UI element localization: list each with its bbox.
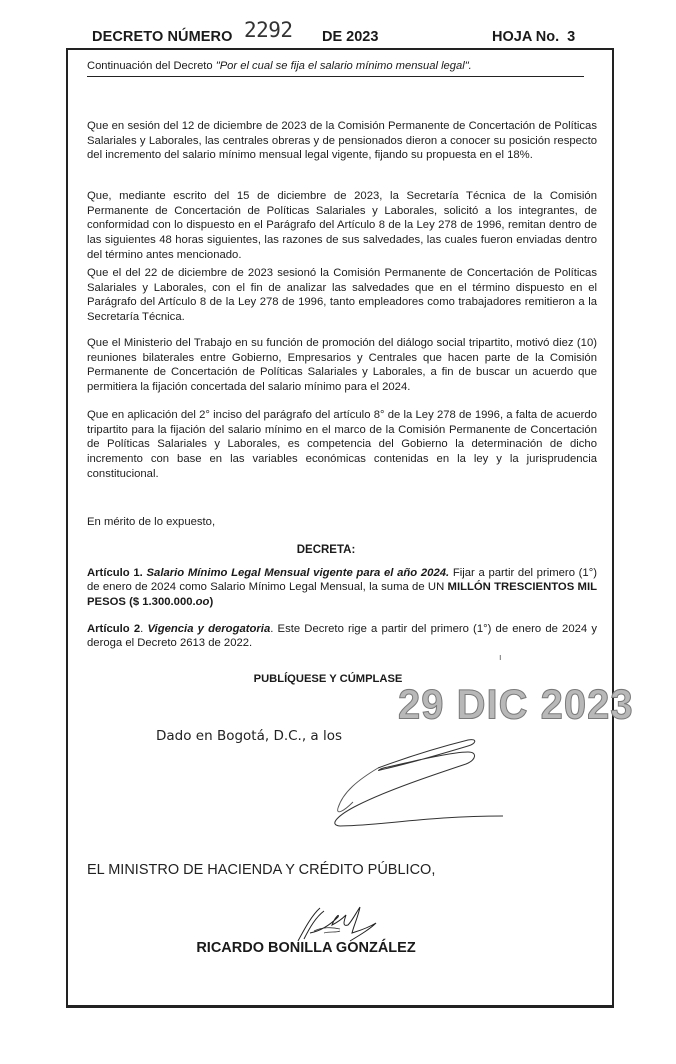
article-2-sep: .	[140, 623, 148, 635]
stray-mark: ı	[499, 652, 502, 662]
continuation-line	[87, 60, 584, 77]
article-1-text: Fijar a partir del primero (1°) de enero de 2024 como Salario Mínimo Legal Mensual, la suma de UN	[87, 567, 597, 594]
document-header	[0, 0, 676, 48]
merito-text: En mérito de lo expuesto,	[87, 516, 216, 528]
minister-name: RICARDO BONILLA GONZÁLEZ	[196, 940, 416, 956]
article-1-title: Salario Mínimo Legal Mensual vigente para el año 2024.	[146, 567, 450, 579]
decree-number: 2292	[244, 18, 293, 42]
continuation-title: "Por el cual se fija el salario mínimo mensual legal".	[215, 60, 472, 72]
decree-year: DE 2023	[322, 29, 379, 45]
article-1-amount-cents: oo	[195, 595, 210, 608]
page-number: 3	[567, 29, 576, 45]
considerando-4: Que el Ministerio del Trabajo en su función de promoción del diálogo social tripartito, motivó diez (10) reuniones bilaterales entre Gobierno, Empresarios y Centrales que hacen parte de la Comisión Permanente de Concertación de Políticas Salariales y Laborales, a fin de buscar un acuerdo que permitiera la fijación concertada del salario mínimo para el 2024.	[87, 337, 597, 394]
article-1-close: )	[209, 595, 214, 608]
article-2	[87, 622, 597, 651]
dado-en-text: Dado en Bogotá, D.C., a los	[156, 728, 343, 744]
article-2-text: . Este Decreto rige a partir del primero (1°) de enero de 2024 y deroga el Decreto 2613 de 2022.	[87, 623, 597, 650]
considerando-1: Que en sesión del 12 de diciembre de 2023 de la Comisión Permanente de Concertación de Políticas Salariales y Laborales, las centrales obreras y de pensionados dieron a conocer su posición respecto del incremento del salario mínimo mensual legal vigente, fijando su propuesta en el 18%.	[87, 120, 597, 162]
signature-president-icon	[318, 730, 508, 840]
decree-number-label: DECRETO NÚMERO	[92, 29, 233, 45]
article-1-amount: MILLÓN TRESCIENTOS MIL PESOS ($ 1.300.000.	[87, 581, 597, 608]
article-2-label: Artículo 2	[87, 623, 141, 635]
article-2-title: Vigencia y derogatoria	[147, 623, 271, 635]
considerando-3: Que el del 22 de diciembre de 2023 sesionó la Comisión Permanente de Concertación de Políticas Salariales y Laborales, con el fin de analizar las salvedades que en el término dispuesto en el Parágrafo del Artículo 8 de la Ley 278 de 1996, tanto empleadores como trabajadores remitieron a la Secretaría Técnica.	[87, 267, 597, 324]
considerando-2: Que, mediante escrito del 15 de diciembre de 2023, la Secretaría Técnica de la Comisión Permanente de Concertación de Políticas Salariales y Laborales, solicitó a los integrantes, de conformidad con lo dispuesto en el Parágrafo del Artículo 8 de la Ley 278 de 1996, remitan dentro de las siguientes 48 horas siguientes, las razones de sus salvedades, las cuales fueron enviadas dentro del término antes mencionado.	[87, 190, 597, 261]
continuation-prefix: Continuación del Decreto	[87, 60, 216, 72]
article-1-label: Artículo 1.	[87, 567, 143, 579]
minister-title: EL MINISTRO DE HACIENDA Y CRÉDITO PÚBLICO,	[87, 862, 436, 878]
publiquese-heading: PUBLÍQUESE Y CÚMPLASE	[253, 673, 403, 685]
date-stamp: 29 DIC 2023	[398, 681, 634, 729]
article-1	[87, 566, 597, 609]
considerando-5: Que en aplicación del 2° inciso del parágrafo del artículo 8° de la Ley 278 de 1996, a falta de acuerdo tripartito para la fijación del salario mínimo en el marco de la Comisión Permanente de Concertación de Políticas Salariales y Laborales, es competencia del Gobierno la determinación de dicho incremento con base en las variables económicas contenidas en la ley y la jurisprudencia constitucional.	[87, 409, 597, 480]
page-number-label	[492, 29, 575, 45]
decreta-heading: DECRETA:	[296, 544, 356, 556]
page-label: HOJA No.	[492, 29, 560, 45]
